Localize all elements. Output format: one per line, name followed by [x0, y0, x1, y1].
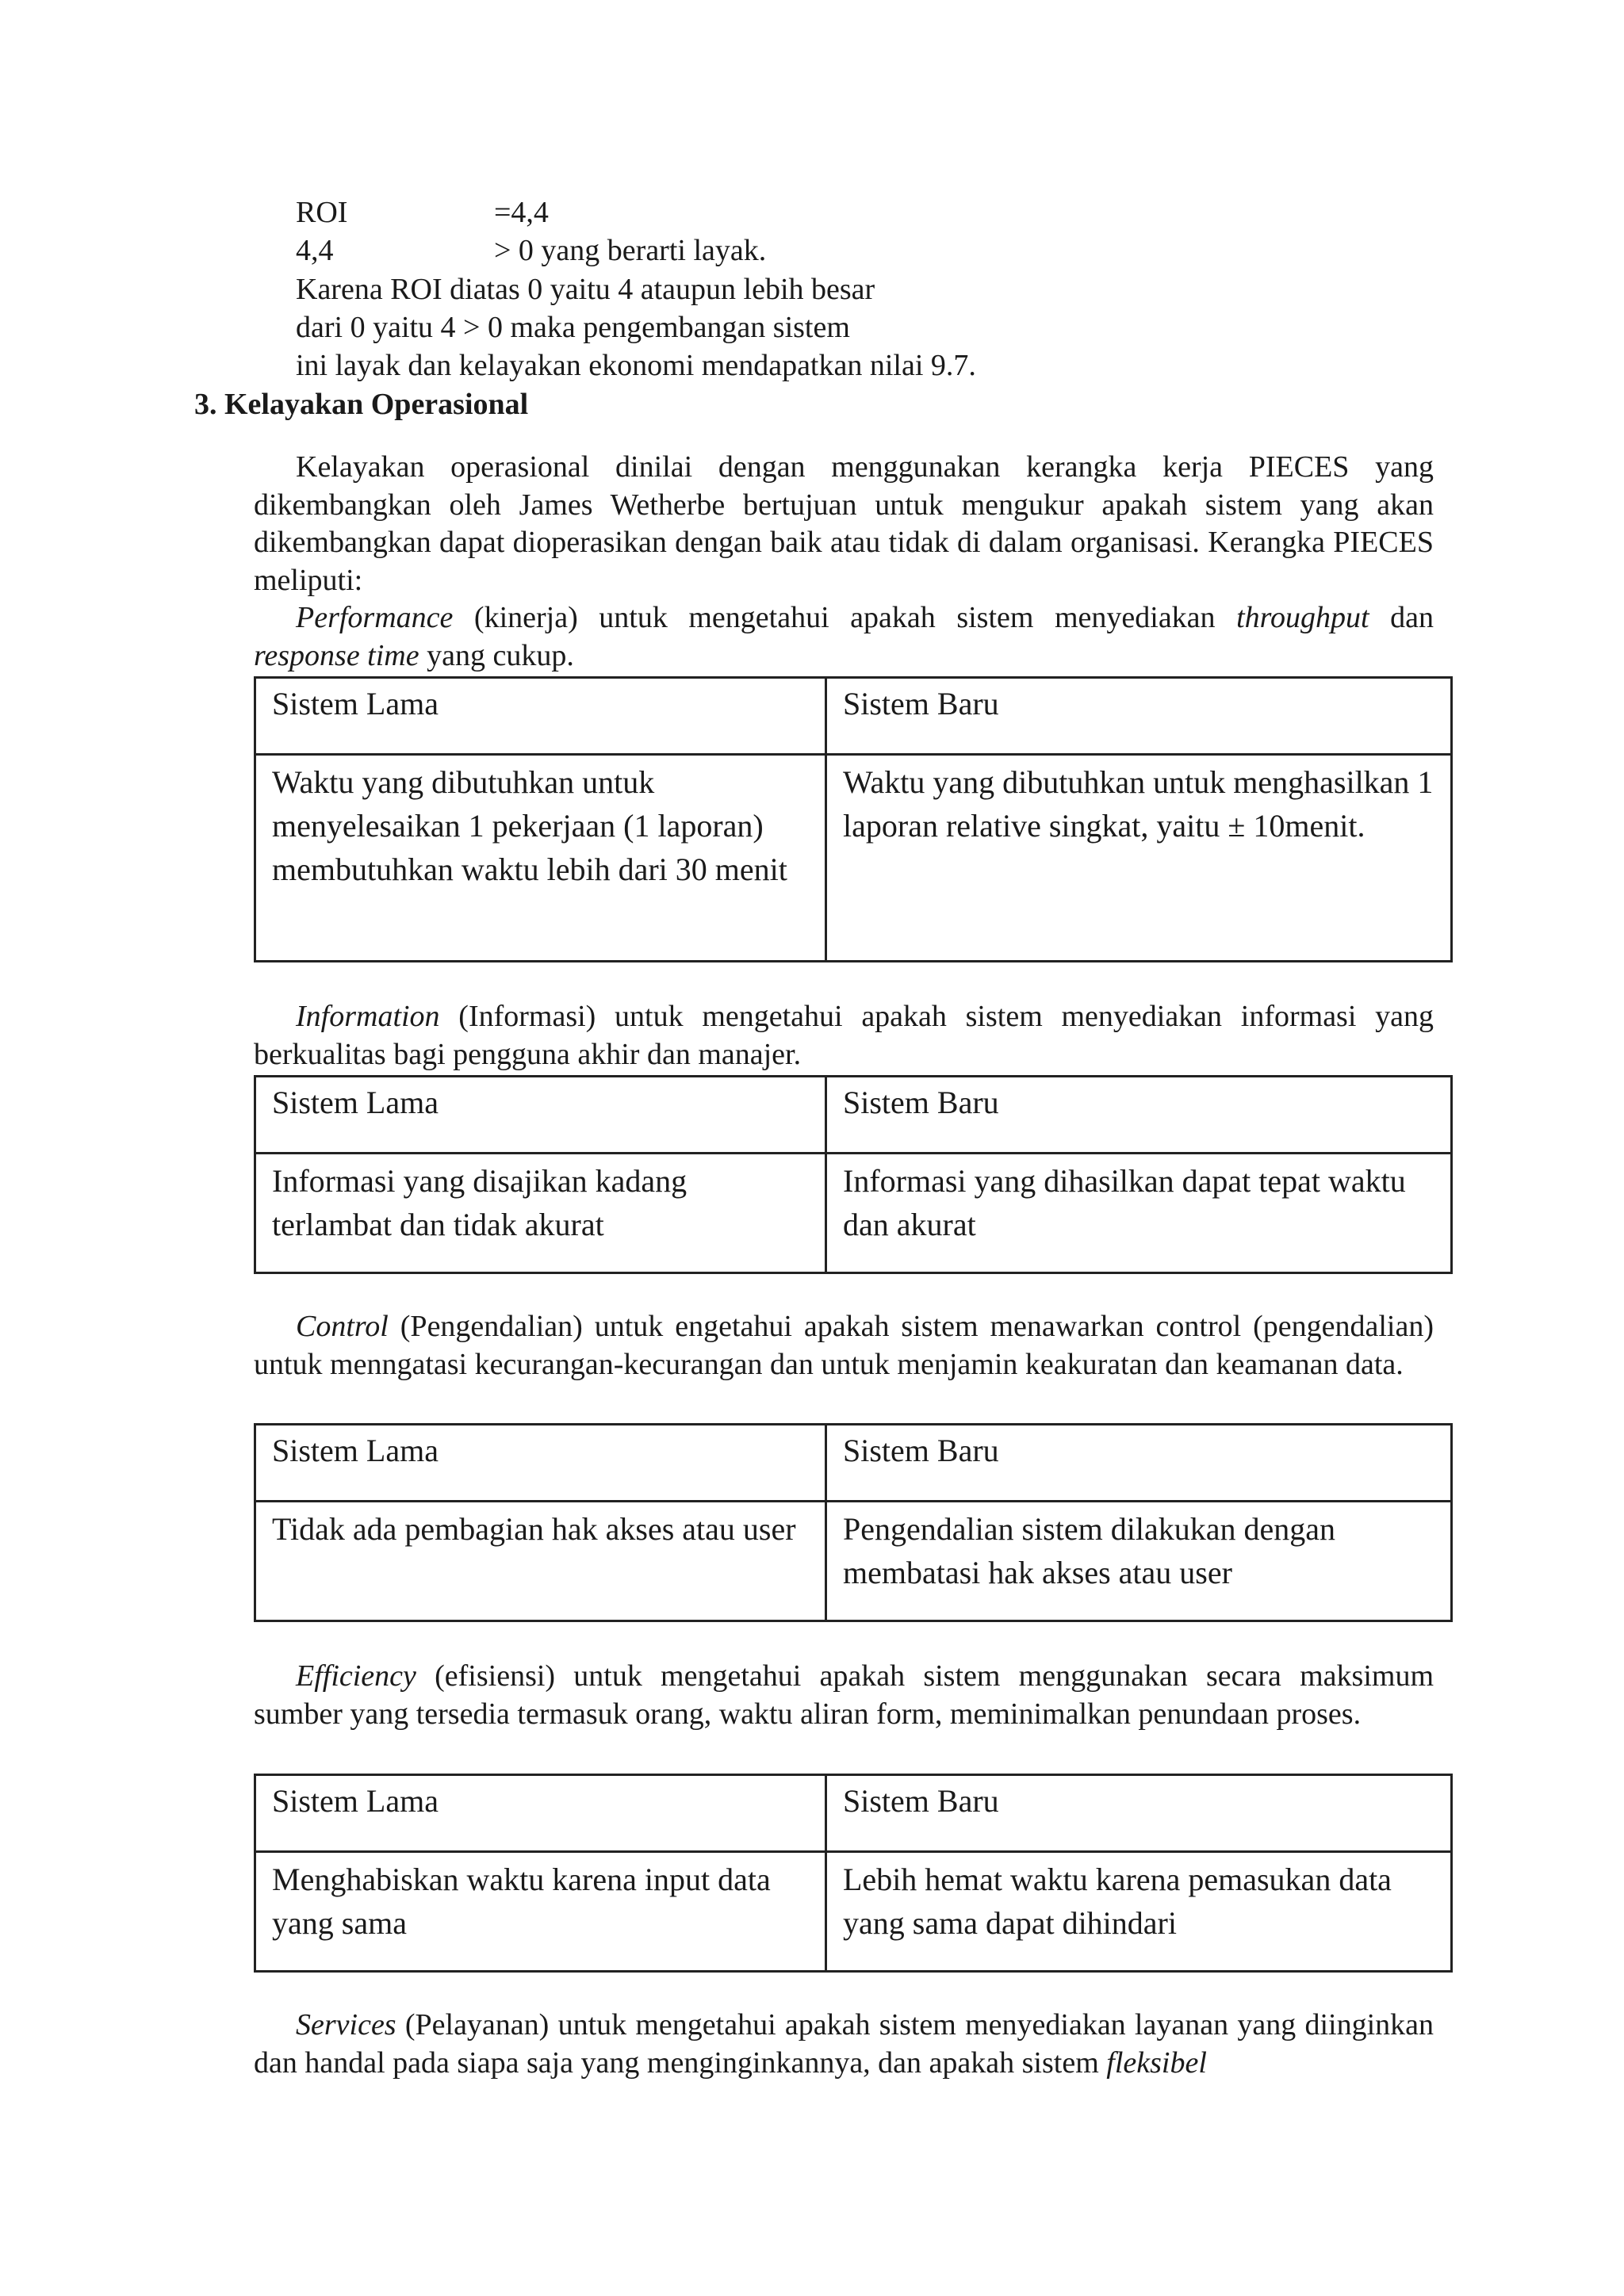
information-table [254, 1075, 1453, 1274]
table-row [256, 1850, 1450, 1970]
cell-sistem-baru: Pengendalian sistem dilakukan dengan membatasi hak akses atau user [843, 1511, 1335, 1590]
cell-sistem-baru: Informasi yang dihasilkan dapat tepat waktu dan akurat [843, 1163, 1406, 1242]
performance-desc-end: yang cukup. [419, 638, 574, 672]
roi-key: ROI [296, 196, 348, 229]
performance-desc: (kinerja) untuk mengetahui apakah sistem menyediakan [453, 601, 1237, 634]
fleksibel-term: fleksibel [1106, 2045, 1207, 2080]
efficiency-paragraph [254, 1658, 1434, 1733]
table-header-row [256, 679, 1450, 753]
col-sistem-baru: Sistem Baru [843, 1433, 999, 1468]
performance-term: Performance [296, 601, 454, 634]
efficiency-term: Efficiency [296, 1659, 416, 1693]
roi-key: 4,4 [296, 234, 334, 267]
roi-row [296, 232, 766, 270]
col-sistem-baru: Sistem Baru [843, 1783, 999, 1819]
control-desc: (Pengendalian) untuk engetahui apakah sistem menawarkan control (pengendalian) untuk menngatasi kecurangan-kecurangan dan untuk menjamin keakuratan dan keamanan data. [254, 1310, 1434, 1381]
roi-value: =4,4 [494, 196, 549, 229]
table-row [256, 1152, 1450, 1272]
roi-note-line: ini layak dan kelayakan ekonomi mendapatkan nilai 9.7. [296, 349, 976, 382]
information-paragraph [254, 998, 1434, 1073]
col-sistem-lama: Sistem Lama [256, 1425, 827, 1500]
table-row [256, 1500, 1450, 1620]
control-paragraph [254, 1308, 1434, 1383]
table-header-row [256, 1077, 1450, 1152]
cell-sistem-lama: Menghabiskan waktu karena input data yang sama [256, 1853, 827, 1970]
performance-desc-join: dan [1369, 601, 1434, 634]
performance-table [254, 676, 1453, 962]
services-desc: (Pelayanan) untuk mengetahui apakah sistem menyediakan layanan yang diinginkan dan handal pada siapa saja yang menginginkannya, dan apakah sistem [254, 2008, 1434, 2080]
services-paragraph [254, 2007, 1434, 2082]
table-header-row [256, 1776, 1450, 1850]
efficiency-table [254, 1774, 1453, 1973]
roi-value: > 0 yang berarti layak. [494, 234, 767, 267]
table-row [256, 753, 1450, 960]
intro-paragraph [254, 449, 1434, 599]
response-time-term: response time [254, 638, 419, 672]
cell-sistem-baru: Lebih hemat waktu karena pemasukan data yang sama dapat dihindari [843, 1862, 1392, 1941]
roi-row [296, 193, 549, 232]
cell-sistem-lama: Tidak ada pembagian hak akses atau user [256, 1502, 827, 1620]
roi-note-line: dari 0 yaitu 4 > 0 maka pengembangan sistem [296, 311, 850, 344]
col-sistem-baru: Sistem Baru [843, 686, 999, 721]
throughput-term: throughput [1236, 601, 1369, 634]
table-header-row [256, 1425, 1450, 1500]
control-term: Control [296, 1310, 389, 1343]
information-desc: (Informasi) untuk mengetahui apakah sistem menyediakan informasi yang berkualitas bagi pengguna akhir dan manajer. [254, 1000, 1434, 1071]
col-sistem-lama: Sistem Lama [256, 1776, 827, 1850]
cell-sistem-baru: Waktu yang dibutuhkan untuk menghasilkan 1 laporan relative singkat, yaitu ± 10menit. [843, 764, 1434, 844]
control-table [254, 1423, 1453, 1622]
services-term: Services [296, 2008, 396, 2042]
roi-note-line: Karena ROI diatas 0 yaitu 4 ataupun lebih besar [296, 273, 875, 306]
efficiency-desc: (efisiensi) untuk mengetahui apakah sistem menggunakan secara maksimum sumber yang tersedia termasuk orang, waktu aliran form, meminimalkan penundaan proses. [254, 1659, 1434, 1731]
section-heading: 3. Kelayakan Operasional [194, 388, 529, 421]
intro-text: Kelayakan operasional dinilai dengan menggunakan kerangka kerja PIECES yang dikembangkan oleh James Wetherbe bertujuan untuk mengukur apakah sistem yang akan dikembangkan dapat dioperasikan dengan baik atau tidak di dalam organisasi. Kerangka PIECES meliputi: [254, 450, 1434, 597]
performance-paragraph [254, 599, 1434, 675]
col-sistem-lama: Sistem Lama [256, 1077, 827, 1152]
cell-sistem-lama: Informasi yang disajikan kadang terlambat dan tidak akurat [256, 1154, 827, 1272]
col-sistem-lama: Sistem Lama [256, 679, 827, 753]
col-sistem-baru: Sistem Baru [843, 1085, 999, 1120]
information-term: Information [296, 1000, 440, 1033]
cell-sistem-lama: Waktu yang dibutuhkan untuk menyelesaikan 1 pekerjaan (1 laporan) membutuhkan waktu lebih dari 30 menit [256, 756, 827, 960]
